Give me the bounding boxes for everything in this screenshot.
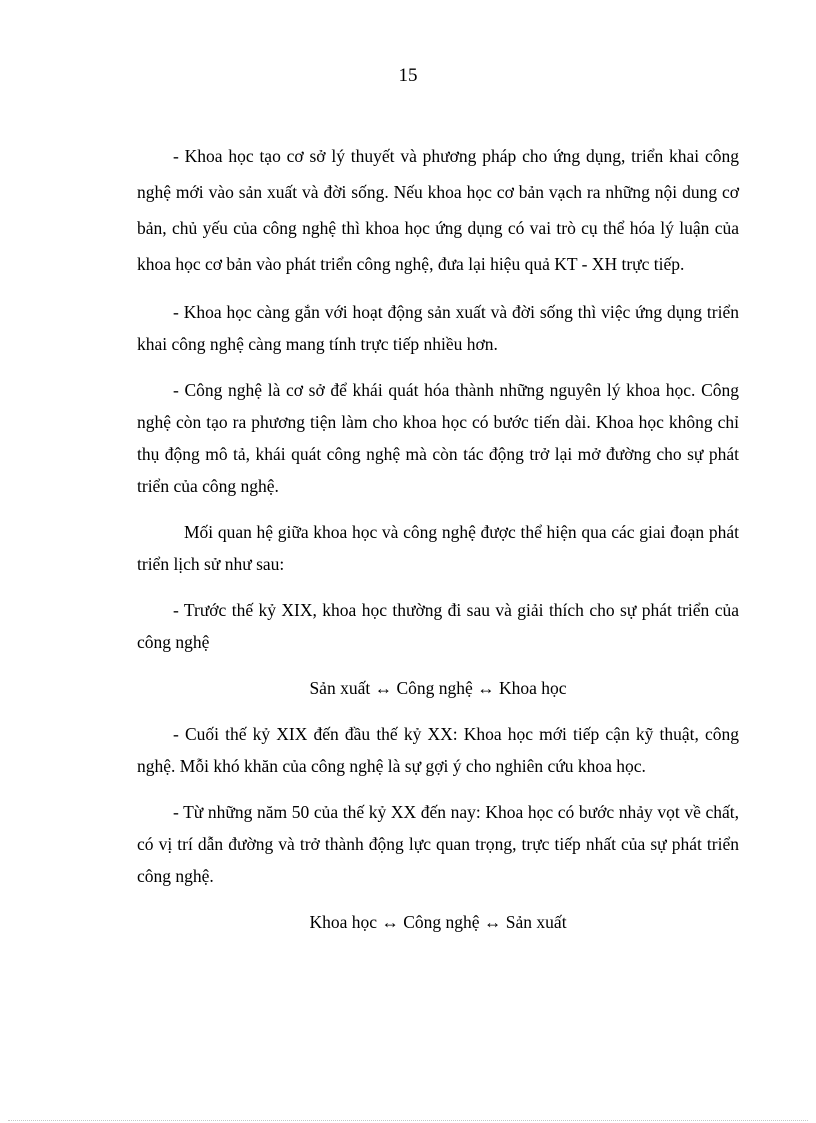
- paragraph-science-production: - Khoa học càng gắn với hoạt động sản xuất và đời sống thì việc ứng dụng triển khai công nghệ càng mang tính trực tiếp nhiều hơn.: [137, 302, 739, 354]
- paragraph-science-foundation: - Khoa học tạo cơ sở lý thuyết và phương pháp cho ứng dụng, triển khai công nghệ mới vào sản xuất và đời sống. Nếu khoa học cơ bản vạch ra những nội dung cơ bản, chủ yếu của công nghệ thì khoa học ứng dụng có vai trò cụ thể hóa lý luận của khoa học cơ bản vào phát triển công nghệ, đưa lại hiệu quả KT - XH trực tiếp.: [137, 146, 739, 274]
- paragraph-late-19th-century: - Cuối thế kỷ XIX đến đầu thế kỷ XX: Khoa học mới tiếp cận kỹ thuật, công nghệ. Mỗi khó khăn của công nghệ là sự gợi ý cho nghiên cứu khoa học.: [137, 724, 739, 776]
- formula-production-technology-science: Sản xuất ↔ Công nghệ ↔ Khoa học: [309, 678, 567, 698]
- page-bottom-divider: [8, 1120, 808, 1121]
- paragraph-before-19th-century: - Trước thế kỷ XIX, khoa học thường đi sau và giải thích cho sự phát triển của công nghệ: [137, 600, 739, 652]
- paragraph-relationship-intro: Mối quan hệ giữa khoa học và công nghệ được thể hiện qua các giai đoạn phát triển lịch sử như sau:: [137, 522, 739, 574]
- formula-science-technology-production: Khoa học ↔ Công nghệ ↔ Sản xuất: [309, 912, 567, 932]
- paragraph-technology-basis: - Công nghệ là cơ sở để khái quát hóa thành những nguyên lý khoa học. Công nghệ còn tạo ra phương tiện làm cho khoa học có bước tiến dài. Khoa học không chỉ thụ động mô tả, khái quát công nghệ mà còn tác động trở lại mở đường cho sự phát triển của công nghệ.: [137, 380, 739, 496]
- page-number: 15: [398, 65, 418, 86]
- document-body: [137, 138, 739, 952]
- paragraph-since-1950s: - Từ những năm 50 của thế kỷ XX đến nay: Khoa học có bước nhảy vọt về chất, có vị trí dẫn đường và trở thành động lực quan trọng, trực tiếp nhất của sự phát triển công nghệ.: [137, 802, 739, 886]
